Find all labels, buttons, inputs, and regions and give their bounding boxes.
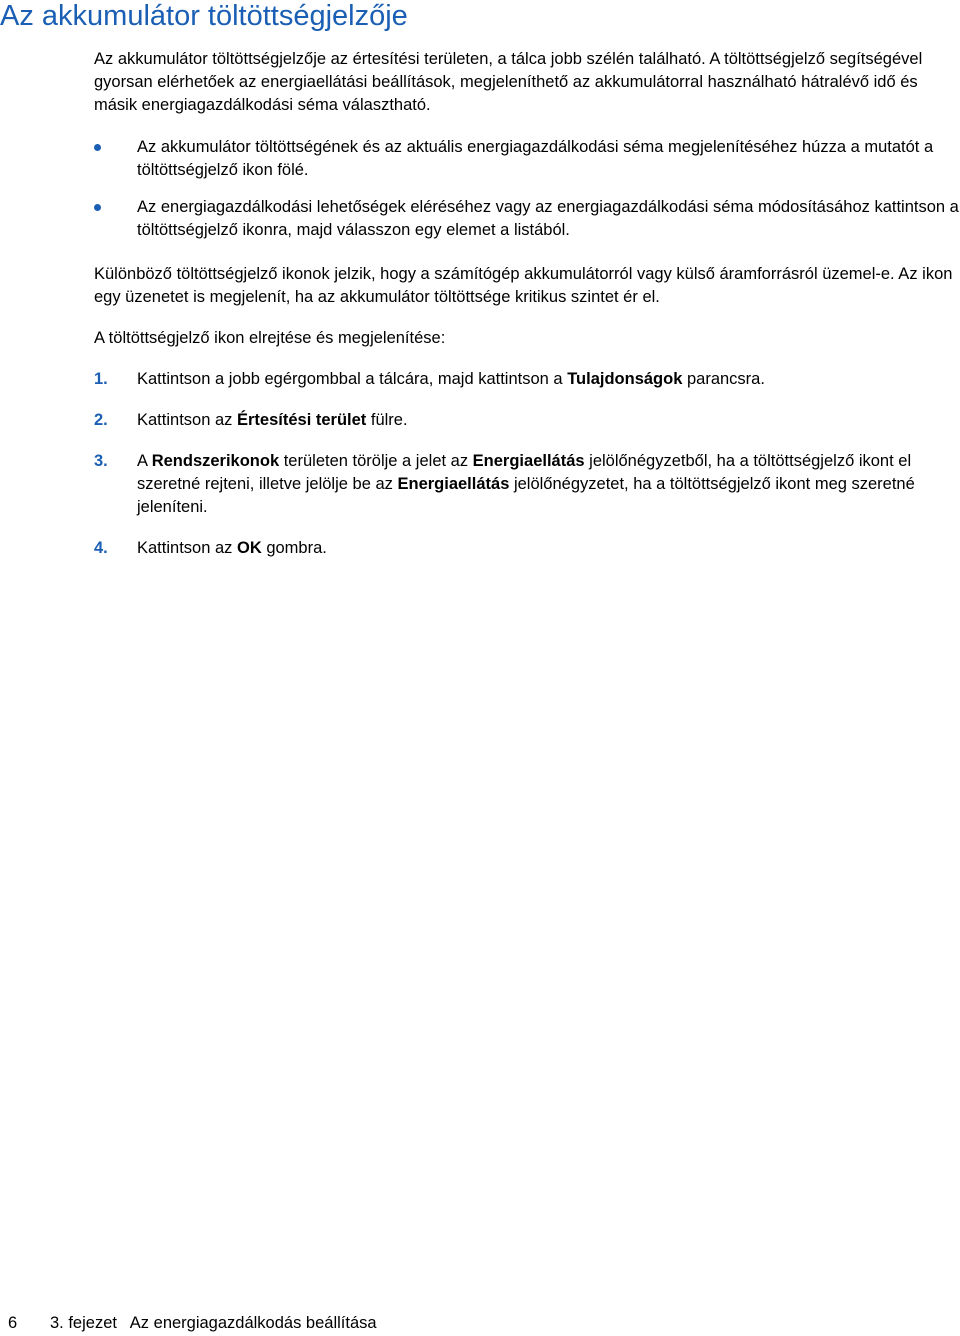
- step-number: 1.: [94, 370, 108, 388]
- ui-term: Energiaellátás: [397, 475, 510, 493]
- step-text: A Rendszerikonok területen törölje a jelet az Energiaellátás jelölőnégyzetből, ha a töltöttségjelző ikont el szeretné rejteni, illetve jelölje be az Energiaellátás jelölőnégyzetet, ha a töltöttségjelző ikont meg szeretné jeleníteni.: [137, 452, 915, 516]
- bullet-text: Az akkumulátor töltöttségének és az aktuális energiagazdálkodási séma megjelenítéséhez húzza a mutatót a töltöttségjelző ikon fölé.: [137, 138, 934, 179]
- page-title: Az akkumulátor töltöttségjelzője: [0, 0, 408, 32]
- ui-term: Értesítési terület: [236, 411, 367, 429]
- page-footer: [8, 1312, 377, 1335]
- bullet-item: [94, 136, 960, 182]
- icons-paragraph: Különböző töltöttségjelző ikonok jelzik, hogy a számítógép akkumulátorról vagy külső áramforrásról üzemel-e. Az ikon egy üzenetet is megjelenít, ha az akkumulátor töltöttsége kritikus szintet ér el.: [94, 265, 953, 306]
- step-number: 2.: [94, 411, 108, 429]
- bullet-list: [94, 136, 960, 256]
- chapter-title: 3. fejezet Az energiagazdálkodás beállítása: [50, 1314, 377, 1332]
- page-number: 6: [8, 1314, 18, 1332]
- steps-list: [94, 368, 960, 578]
- step-text: Kattintson az OK gombra.: [137, 539, 327, 557]
- bullet-dot-icon: [94, 144, 101, 151]
- step-item: [94, 537, 960, 560]
- step-item: [94, 368, 960, 391]
- ui-term: Energiaellátás: [472, 452, 585, 470]
- bullet-item: [94, 196, 960, 242]
- step-item: [94, 450, 960, 519]
- bullet-text: Az energiagazdálkodási lehetőségek eléréséhez vagy az energiagazdálkodási séma módosításához kattintson a töltöttségjelző ikonra, majd válasszon egy elemet a listából.: [137, 198, 959, 239]
- ui-term: OK: [236, 539, 262, 557]
- step-item: [94, 409, 960, 432]
- step-number: 4.: [94, 539, 108, 557]
- step-text: Kattintson az Értesítési terület fülre.: [137, 411, 408, 429]
- step-number: 3.: [94, 452, 108, 470]
- intro-paragraph: Az akkumulátor töltöttségjelzője az értesítési területen, a tálca jobb szélén található. A töltöttségjelző segítségével gyorsan elérhetőek az energiaellátási beállítások, megjeleníthető az akkumulátorral használható hátralévő idő és másik energiagazdálkodási séma választható.: [94, 50, 923, 114]
- ui-term: Tulajdonságok: [567, 370, 683, 388]
- ui-term: Rendszerikonok: [151, 452, 280, 470]
- hide-show-intro: A töltöttségjelző ikon elrejtése és megjelenítése:: [94, 329, 446, 347]
- bullet-dot-icon: [94, 204, 101, 211]
- step-text: Kattintson a jobb egérgombbal a tálcára, majd kattintson a Tulajdonságok parancsra.: [137, 370, 765, 388]
